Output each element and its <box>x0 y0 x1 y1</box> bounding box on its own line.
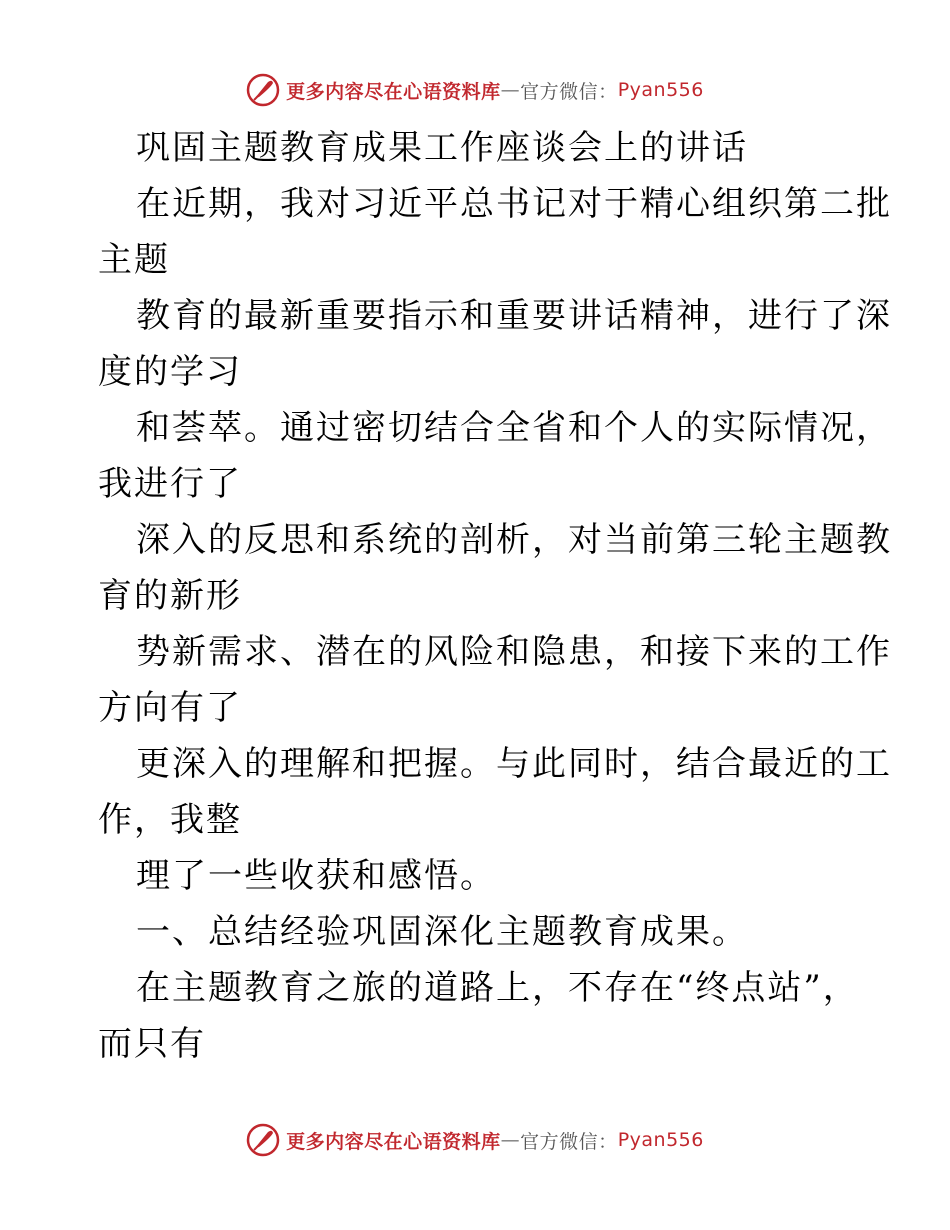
text-line: 而只有 <box>98 1024 206 1064</box>
watermark-text: 更多内容尽在心语资料库 <box>286 80 501 103</box>
header-watermark <box>0 70 950 110</box>
watermark-wechat-id: Pyan556 <box>617 1129 704 1151</box>
text-line: 在近期，我对习近平总书记对于精心组织第二批 <box>136 184 892 224</box>
footer-watermark <box>0 1120 950 1160</box>
text-line: 度的学习 <box>98 352 242 392</box>
section-heading: 一、总结经验巩固深化主题教育成果。 <box>136 912 748 952</box>
document-body <box>98 120 892 1072</box>
text-line: 育的新形 <box>98 576 242 616</box>
text-line: 和荟萃。通过密切结合全省和个人的实际情况， <box>136 408 892 448</box>
watermark-separator: — <box>500 1129 521 1151</box>
text-line: 主题 <box>98 240 170 280</box>
text-line: 方向有了 <box>98 688 242 728</box>
watermark-text: 更多内容尽在心语资料库 <box>286 1130 501 1153</box>
document-title: 巩固主题教育成果工作座谈会上的讲话 <box>136 128 748 168</box>
quill-logo-icon <box>246 1123 280 1157</box>
watermark-wechat-id: Pyan556 <box>617 79 704 101</box>
text-line: 作，我整 <box>98 800 242 840</box>
text-line: 势新需求、潜在的风险和隐患，和接下来的工作 <box>136 632 892 672</box>
text-line: 我进行了 <box>98 464 242 504</box>
text-line: 教育的最新重要指示和重要讲话精神，进行了深 <box>136 296 892 336</box>
text-line: 理了一些收获和感悟。 <box>136 856 496 896</box>
text-line: 更深入的理解和把握。与此同时，结合最近的工 <box>136 744 892 784</box>
text-line: 深入的反思和系统的剖析，对当前第三轮主题教 <box>136 520 892 560</box>
text-line: 在主题教育之旅的道路上，不存在“终点站”， <box>136 968 859 1008</box>
watermark-label: 官方微信： <box>520 80 618 103</box>
watermark-separator: — <box>500 79 521 101</box>
quill-logo-icon <box>246 73 280 107</box>
watermark-label: 官方微信： <box>520 1130 618 1153</box>
